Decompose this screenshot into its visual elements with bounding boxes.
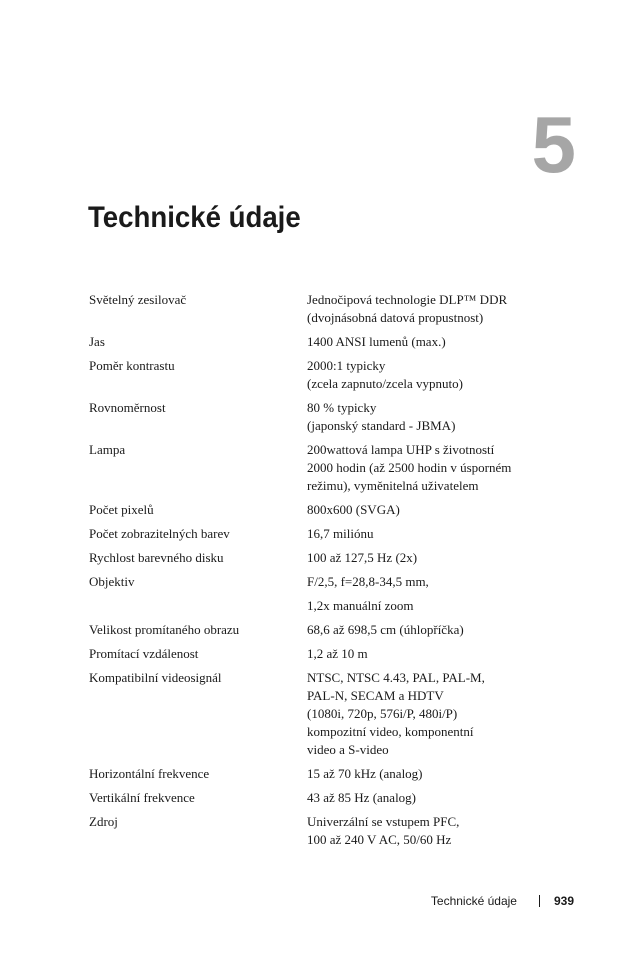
spec-label: Velikost promítaného obrazu: [89, 622, 240, 637]
spec-row: [89, 399, 559, 435]
spec-value: [307, 549, 559, 567]
spec-value-line: 43 až 85 Hz (analog): [307, 790, 417, 805]
spec-value-line: video a S-video: [307, 742, 389, 757]
spec-row: [89, 501, 559, 519]
spec-label: Zdroj: [89, 814, 118, 829]
spec-label: Lampa: [89, 442, 126, 457]
spec-value-line: (dvojnásobná datová propustnost): [307, 310, 484, 325]
spec-row: [89, 441, 559, 495]
spec-value: [307, 765, 559, 783]
spec-value-line: 80 % typicky: [307, 400, 377, 415]
spec-label: Vertikální frekvence: [89, 790, 195, 805]
spec-label: Kompatibilní videosignál: [89, 670, 222, 685]
spec-label: Jas: [89, 334, 105, 349]
spec-row: [89, 333, 559, 351]
spec-row: [89, 573, 559, 591]
spec-value: [307, 333, 559, 351]
spec-row: [89, 525, 559, 543]
spec-value-line: 16,7 miliónu: [307, 526, 374, 541]
spec-label: Poměr kontrastu: [89, 358, 175, 373]
spec-label: Počet zobrazitelných barev: [89, 526, 230, 541]
spec-value: [307, 441, 559, 495]
spec-row: [89, 549, 559, 567]
spec-value-line: 1,2x manuální zoom: [307, 598, 414, 613]
spec-value-line: PAL-N, SECAM a HDTV: [307, 688, 444, 703]
spec-label: Horizontální frekvence: [89, 766, 210, 781]
spec-label: Rovnoměrnost: [89, 400, 166, 415]
spec-label: Objektiv: [89, 574, 135, 589]
spec-value-line: (japonský standard - JBMA): [307, 418, 456, 433]
chapter-title: Technické údaje: [88, 201, 301, 234]
spec-value-line: 2000:1 typicky: [307, 358, 386, 373]
spec-row: [89, 813, 559, 849]
spec-value: [307, 525, 559, 543]
spec-row: [89, 357, 559, 393]
spec-value-line: 2000 hodin (až 2500 hodin v úsporném: [307, 460, 512, 475]
spec-value: [307, 357, 559, 393]
footer-section-title: Technické údaje: [430, 894, 517, 908]
spec-value-line: 100 až 127,5 Hz (2x): [307, 550, 418, 565]
page-number: 939: [553, 894, 574, 908]
spec-value-line: kompozitní video, komponentní: [307, 724, 474, 739]
spec-value: [307, 291, 559, 327]
spec-value: [307, 573, 559, 591]
spec-row: [89, 597, 559, 615]
spec-value-line: (1080i, 720p, 576i/P, 480i/P): [307, 706, 458, 721]
spec-value: [307, 669, 559, 759]
spec-label: Promítací vzdálenost: [89, 646, 199, 661]
footer-divider: [539, 895, 540, 907]
spec-label: Rychlost barevného disku: [89, 550, 224, 565]
spec-row: [89, 789, 559, 807]
spec-row: [89, 765, 559, 783]
spec-value-line: 200wattová lampa UHP s životností: [307, 442, 495, 457]
spec-value-line: režimu), vyměnitelná uživatelem: [307, 478, 479, 493]
spec-value: [307, 597, 559, 615]
spec-value: [307, 399, 559, 435]
spec-label: Světelný zesilovač: [89, 292, 187, 307]
spec-value-line: 1400 ANSI lumenů (max.): [307, 334, 446, 349]
spec-value-line: 15 až 70 kHz (analog): [307, 766, 423, 781]
specs-table: [89, 291, 559, 855]
spec-value-line: 800x600 (SVGA): [307, 502, 400, 517]
spec-value: [307, 501, 559, 519]
page-footer: [431, 892, 574, 910]
spec-value: [307, 621, 559, 639]
spec-value-line: (zcela zapnuto/zcela vypnuto): [307, 376, 463, 391]
spec-value: [307, 813, 559, 849]
spec-label: Počet pixelů: [89, 502, 154, 517]
spec-value-line: NTSC, NTSC 4.43, PAL, PAL-M,: [307, 670, 485, 685]
chapter-number: 5: [531, 100, 574, 189]
spec-value: [307, 789, 559, 807]
spec-label: [89, 597, 307, 615]
spec-value-line: Univerzální se vstupem PFC,: [307, 814, 460, 829]
spec-row: [89, 291, 559, 327]
spec-row: [89, 669, 559, 759]
spec-value: [307, 645, 559, 663]
spec-row: [89, 645, 559, 663]
spec-value-line: 1,2 až 10 m: [307, 646, 368, 661]
spec-value-line: F/2,5, f=28,8-34,5 mm,: [307, 574, 429, 589]
spec-value-line: 68,6 až 698,5 cm (úhlopříčka): [307, 622, 464, 637]
spec-row: [89, 621, 559, 639]
spec-value-line: 100 až 240 V AC, 50/60 Hz: [307, 832, 452, 847]
spec-value-line: Jednočipová technologie DLP™ DDR: [307, 292, 508, 307]
